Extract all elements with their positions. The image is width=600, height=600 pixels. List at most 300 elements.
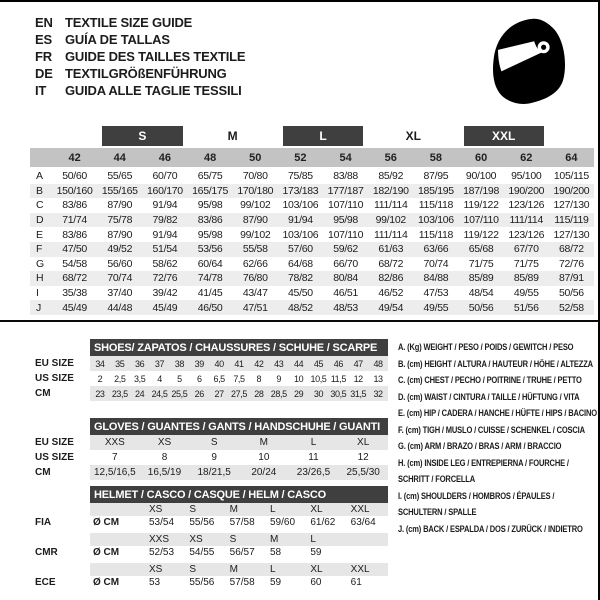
size-cell: 49/55: [423, 301, 449, 314]
helmet-cell: L: [269, 504, 276, 515]
helmet-icon: [486, 12, 572, 110]
shoes-cell: 36: [135, 358, 145, 369]
size-cell: 80/84: [333, 272, 358, 285]
column-header: 52: [294, 151, 307, 164]
size-cell: 65/68: [468, 243, 494, 256]
size-cell: 87/90: [242, 214, 268, 227]
size-cell: 123/126: [508, 228, 545, 241]
standard-label: FIA: [35, 517, 52, 528]
row-letter: J: [36, 301, 42, 314]
size-cell: 60/64: [197, 257, 223, 270]
size-cell: 43/47: [242, 287, 268, 300]
size-cell: 55/58: [242, 243, 268, 256]
helmet-grid: [90, 503, 388, 516]
size-cell: 72/76: [152, 272, 178, 285]
size-row-d: [30, 213, 594, 228]
helmet-cell: M: [229, 504, 238, 515]
helmet-grid: [90, 576, 388, 589]
size-cell: 85/89: [513, 272, 539, 285]
language-title: GUÍA DE TALLAS: [65, 32, 170, 47]
size-cell: 119/122: [463, 228, 499, 241]
size-cell: 46/50: [197, 301, 223, 314]
shoes-cell: 30,5: [330, 388, 347, 399]
size-cell: 54/58: [62, 257, 87, 270]
legend-item: D. (cm) WAIST / CINTURA / TAILLE / HÜFTUNG / VITA: [398, 391, 580, 402]
size-cell: 53/56: [197, 243, 223, 256]
shoes-cell: 11,5: [330, 373, 346, 384]
language-row: [35, 48, 245, 65]
size-cell: 68/72: [62, 272, 87, 285]
size-cell: 95/98: [333, 214, 358, 227]
language-title-list: [35, 14, 245, 99]
size-cell: 182/190: [372, 184, 409, 197]
column-header-row: [30, 148, 594, 167]
shoes-cell: 35: [115, 358, 125, 369]
size-cell: 57/60: [288, 243, 313, 256]
helmet-cell: XS: [149, 504, 163, 515]
gloves-row: [0, 450, 392, 465]
section-divider: [0, 320, 600, 322]
helmet-cell: 59: [269, 577, 282, 588]
gloves-cell: XS: [157, 437, 172, 448]
helmet-grid: [90, 516, 388, 529]
shoes-cell: 26: [194, 388, 204, 399]
size-cell: 75/85: [288, 170, 313, 183]
size-cell: 49/54: [378, 301, 404, 314]
legend-item: E. (cm) HIP / CADERA / HANCHE / HÜFTE / HIPS / BACINO: [398, 408, 597, 418]
row-letter: I: [36, 287, 39, 300]
size-cell: 111/114: [509, 214, 543, 227]
language-code: IT: [35, 83, 47, 98]
size-cell: 68/72: [559, 243, 584, 256]
helmet-cell: S: [189, 504, 196, 515]
row-label: EU SIZE: [35, 358, 74, 369]
size-cell: 65/75: [197, 170, 223, 183]
shoes-cell: 27: [214, 388, 224, 399]
size-cell: 105/115: [553, 170, 589, 183]
helmet-grid: [90, 533, 388, 546]
shoes-cell: 28,5: [270, 388, 287, 399]
row-letter: F: [36, 243, 43, 256]
helmet-cell: 61: [350, 577, 362, 588]
legend-item: F. (cm) TIGH / MUSLO / CUISSE / SCHENKEL / COSCIA: [398, 424, 585, 435]
size-cell: 115/118: [418, 199, 454, 212]
helmet-grid: [90, 563, 388, 576]
shoes-cell: 24: [135, 388, 145, 399]
helmet-cell: S: [189, 564, 196, 575]
size-cell: 45/50: [288, 287, 313, 300]
size-cell: 91/94: [152, 199, 178, 212]
language-title: TEXTILE SIZE GUIDE: [65, 15, 193, 30]
shoes-cell: 46: [333, 358, 343, 369]
helmet-cell: 53/54: [149, 517, 175, 528]
helmet-row: [0, 503, 392, 516]
size-cell: 95/98: [197, 228, 223, 241]
language-code: ES: [35, 32, 52, 47]
size-cell: 35/38: [62, 287, 87, 300]
size-cell: 68/72: [378, 257, 404, 270]
legend-item: G. (cm) ARM / BRAZO / BRAS / ARM / BRACCIO: [398, 441, 562, 451]
size-cell: 82/86: [378, 272, 404, 285]
language-code: DE: [35, 66, 53, 81]
size-cell: 70/74: [107, 272, 133, 285]
size-cell: 123/126: [508, 199, 545, 212]
shoes-cell: 27,5: [231, 388, 247, 399]
size-cell: 41/45: [197, 287, 223, 300]
shoes-cell: 3,5: [134, 373, 146, 384]
shoes-cell: 38: [174, 358, 184, 369]
gloves-cell: 10: [258, 452, 270, 463]
size-cell: 119/122: [463, 199, 499, 212]
textile-size-table: [30, 126, 594, 315]
size-cell: 115/118: [418, 228, 454, 241]
row-letter: A: [36, 170, 44, 183]
size-cell: 103/106: [417, 214, 454, 227]
shoes-cell: 29: [293, 388, 304, 399]
size-cell: 74/78: [197, 272, 223, 285]
column-header: 54: [339, 151, 352, 164]
size-cell: 190/200: [508, 184, 545, 197]
size-cell: 160/170: [146, 184, 183, 197]
size-cell: 49/52: [107, 243, 133, 256]
size-cell: 45/49: [152, 301, 178, 314]
size-cell: 46/52: [378, 287, 404, 300]
gloves-cell: 12: [357, 452, 369, 463]
helmet-cell: Ø CM: [93, 577, 120, 588]
row-letter: B: [36, 184, 44, 197]
size-cell: 37/40: [107, 287, 133, 300]
helmet-row: [0, 563, 392, 576]
gloves-cell: 18/21,5: [197, 467, 231, 478]
size-cell: 103/106: [282, 199, 319, 212]
size-cell: 62/66: [242, 257, 268, 270]
shoes-cell: 2: [97, 373, 103, 384]
size-cell: 78/82: [288, 272, 313, 285]
size-cell: 177/187: [327, 184, 364, 197]
row-label: CM: [35, 388, 51, 399]
shoes-cell: 41: [234, 358, 244, 369]
size-cell: 50/56: [559, 287, 584, 300]
helmet-cell: 52/53: [149, 547, 175, 558]
size-cell: 107/110: [328, 199, 364, 212]
size-row-e: [30, 227, 594, 242]
size-cell: 150/160: [56, 184, 93, 197]
legend-item: A. (Kg) WEIGHT / PESO / POIDS / GEWITCH / PESO: [398, 342, 574, 352]
legend-item: B. (cm) HEIGHT / ALTURA / HAUTEUR / HÖHE / ALTEZZA: [398, 358, 593, 369]
helmet-size-table: [0, 486, 392, 589]
size-cell: 87/91: [559, 272, 584, 285]
size-cell: 50/60: [62, 170, 87, 183]
helmet-cell: Ø CM: [93, 547, 120, 558]
helmet-cell: M: [229, 564, 238, 575]
gloves-grid: [90, 450, 388, 465]
size-cell: 55/65: [107, 170, 133, 183]
shoes-cell: 2,5: [114, 373, 126, 384]
helmet-cell: 57/58: [229, 577, 255, 588]
group-header-empty: [30, 126, 97, 146]
size-cell: 95/100: [511, 170, 542, 183]
helmet-cell: XS: [189, 534, 203, 545]
row-label: US SIZE: [35, 373, 74, 384]
row-letter: C: [36, 199, 44, 212]
helmet-cell: S: [229, 534, 237, 545]
helmet-cell: M: [269, 534, 279, 545]
shoes-cell: 24,5: [151, 388, 168, 399]
group-header-empty: [549, 126, 594, 146]
legend-item: J. (cm) BACK / ESPALDA / DOS / ZURÜCK / INDIETRO: [398, 523, 583, 534]
shoes-cell: 4: [157, 373, 162, 384]
size-cell: 71/75: [513, 257, 539, 270]
helmet-cell: XXS: [149, 534, 170, 545]
size-cell: 44/48: [107, 301, 133, 314]
gloves-cell: L: [310, 437, 317, 448]
size-cell: 45/49: [62, 301, 87, 314]
gloves-cell: M: [259, 437, 268, 448]
size-cell: 76/80: [242, 272, 268, 285]
size-cell: 71/75: [468, 257, 494, 270]
size-cell: 91/94: [288, 214, 313, 227]
size-cell: 165/175: [192, 184, 228, 197]
gloves-cell: 20/24: [251, 467, 277, 478]
column-header: 50: [249, 151, 262, 164]
gloves-cell: XXS: [104, 437, 125, 448]
gloves-cell: XL: [357, 437, 370, 448]
shoes-cell: 12: [353, 373, 363, 384]
gloves-row: [0, 465, 392, 480]
row-letter: G: [36, 257, 45, 270]
language-row: [35, 65, 245, 82]
size-cell: 87/90: [107, 199, 133, 212]
language-code: FR: [35, 49, 52, 64]
shoes-title-bar: SHOES/ ZAPATOS / CHAUSSURES / SCHUHE / SCARPE: [90, 339, 388, 356]
shoes-row: [0, 371, 392, 386]
column-header: 62: [520, 151, 533, 164]
column-header: 60: [474, 151, 488, 164]
legend-item: H. (cm) INSIDE LEG / ENTREPIERNA / FOURCHE / SCHRITT / FORCELLA: [398, 457, 569, 484]
column-header: 46: [158, 151, 172, 164]
gloves-cell: 12,5/16,5: [93, 467, 136, 478]
helmet-cell: Ø CM: [93, 517, 120, 528]
group-header-xl: XL: [405, 129, 421, 143]
size-cell: 72/76: [559, 257, 584, 270]
size-cell: 59/62: [333, 243, 358, 256]
shoes-size-table: [0, 339, 392, 401]
size-cell: 52/58: [559, 301, 584, 314]
helmet-cell: 61/62: [310, 517, 336, 528]
size-row-j: [30, 300, 594, 315]
size-cell: 51/54: [152, 243, 178, 256]
shoes-cell: 10: [293, 373, 304, 384]
gloves-grid: [90, 435, 388, 450]
size-cell: 83/86: [197, 214, 223, 227]
row-letter: D: [36, 214, 44, 227]
group-header-xxl: XXL: [464, 126, 544, 146]
helmet-cell: 55/56: [189, 517, 215, 528]
shoes-cell: 10,5: [310, 373, 327, 384]
size-cell: 70/74: [423, 257, 449, 270]
size-cell: 63/66: [423, 243, 449, 256]
gloves-cell: 7: [112, 452, 118, 463]
size-cell: 84/88: [423, 272, 449, 285]
gloves-title-bar: GLOVES / GUANTES / GANTS / HANDSCHUHE / GUANTI: [90, 418, 388, 435]
accessory-tables: [0, 339, 392, 589]
column-header: 44: [113, 151, 126, 164]
size-cell: 90/100: [465, 170, 497, 183]
helmet-cell: 59/60: [269, 517, 296, 528]
row-label: CM: [35, 467, 51, 478]
size-row-f: [30, 242, 594, 257]
size-cell: 99/102: [240, 228, 271, 241]
size-cell: 127/130: [553, 228, 590, 241]
language-title: TEXTILGRÖßENFÜHRUNG: [65, 66, 227, 81]
gloves-cell: 23/26,5: [296, 467, 331, 478]
helmet-cell: 55/56: [189, 577, 215, 588]
size-cell: 51/56: [513, 301, 539, 314]
size-cell: 83/86: [62, 228, 87, 241]
shoes-cell: 23,5: [111, 388, 128, 399]
size-row-h: [30, 271, 594, 286]
language-code: EN: [35, 15, 53, 30]
column-header: 42: [68, 151, 81, 164]
shoes-cell: 48: [373, 358, 383, 369]
size-cell: 95/98: [197, 199, 223, 212]
size-cell: 46/51: [333, 287, 358, 300]
shoes-cell: 13: [373, 373, 383, 384]
size-cell: 48/53: [333, 301, 358, 314]
shoes-row: [0, 386, 392, 401]
size-cell: 87/95: [423, 170, 449, 183]
gloves-cell: 16,5/19: [147, 467, 182, 478]
size-cell: 58/62: [152, 257, 178, 270]
shoes-row: [0, 356, 392, 371]
size-cell: 66/70: [333, 257, 358, 270]
helmet-cell: XS: [149, 564, 163, 575]
size-cell: 83/86: [62, 199, 87, 212]
standard-label: CMR: [35, 547, 58, 558]
row-letter: H: [36, 272, 44, 285]
size-cell: 67/70: [513, 243, 539, 256]
group-header-s: S: [102, 126, 182, 146]
group-header-l: L: [283, 126, 363, 146]
size-cell: 173/183: [282, 184, 319, 197]
shoes-cell: 6: [196, 373, 202, 384]
shoes-cell: 30: [313, 388, 324, 399]
helmet-cell: 54/55: [189, 547, 215, 558]
size-group-header-row: [30, 126, 594, 146]
helmet-row: [0, 516, 392, 529]
helmet-cell: XL: [310, 564, 323, 575]
shoes-cell: 9: [276, 373, 282, 384]
size-cell: 190/200: [553, 184, 590, 197]
helmet-row: [0, 546, 392, 559]
gloves-cell: 9: [211, 452, 217, 463]
size-cell: 61/63: [378, 243, 404, 256]
helmet-title-bar: HELMET / CASCO / CASQUE / HELM / CASCO: [90, 486, 388, 503]
language-row: [35, 82, 245, 99]
size-row-b: [30, 184, 594, 199]
size-cell: 75/78: [107, 214, 133, 227]
shoes-cell: 47: [353, 358, 363, 369]
size-cell: 91/94: [152, 228, 178, 241]
size-cell: 187/198: [463, 184, 499, 197]
shoes-cell: 39: [194, 358, 204, 369]
shoes-cell: 25,5: [171, 388, 188, 399]
helmet-cell: XL: [310, 504, 323, 515]
size-row-g: [30, 257, 594, 272]
shoes-cell: 37: [154, 358, 165, 369]
size-cell: 83/88: [333, 170, 358, 183]
shoes-cell: 42: [254, 358, 264, 369]
legend-item: C. (cm) CHEST / PECHO / POITRINE / TRUHE / PETTO: [398, 375, 582, 385]
column-header: 58: [429, 151, 443, 164]
helmet-cell: L: [269, 564, 276, 575]
shoes-cell: 44: [293, 358, 304, 369]
size-row-a: [30, 169, 594, 184]
shoes-cell: 23: [95, 388, 105, 399]
helmet-cell: L: [310, 534, 316, 545]
shoes-cell: 32: [373, 388, 383, 399]
helmet-cell: 57/58: [229, 517, 255, 528]
gloves-size-table: [0, 418, 392, 480]
measurement-legend: [398, 339, 600, 537]
size-cell: 85/92: [378, 170, 404, 183]
shoes-grid: [90, 386, 388, 401]
shoes-cell: 40: [214, 358, 224, 369]
helmet-grid: [90, 546, 388, 559]
size-row-i: [30, 286, 594, 301]
shoes-cell: 31,5: [350, 388, 367, 399]
standard-label: ECE: [35, 577, 56, 588]
size-cell: 107/110: [463, 214, 499, 227]
size-cell: 99/102: [375, 214, 406, 227]
shoes-cell: 45: [313, 358, 324, 369]
shoes-cell: 28: [254, 388, 264, 399]
shoes-cell: 5: [177, 373, 182, 384]
helmet-row: [0, 533, 392, 546]
size-cell: 87/90: [107, 228, 133, 241]
helmet-cell: 60: [310, 577, 322, 588]
size-cell: 111/114: [373, 199, 408, 212]
size-cell: 71/74: [62, 214, 87, 227]
size-cell: 49/55: [513, 287, 539, 300]
shoes-cell: 8: [256, 373, 262, 384]
size-cell: 79/82: [152, 214, 178, 227]
helmet-cell: 53: [149, 577, 161, 588]
shoes-cell: 34: [95, 358, 105, 369]
size-cell: 47/50: [62, 243, 87, 256]
helmet-row: [0, 576, 392, 589]
size-cell: 50/56: [468, 301, 494, 314]
size-row-c: [30, 198, 594, 213]
column-header: 56: [384, 151, 397, 164]
size-cell: 127/130: [553, 199, 590, 212]
helmet-cell: 58: [269, 547, 282, 558]
size-cell: 107/110: [328, 228, 364, 241]
helmet-cell: 59: [310, 547, 322, 558]
size-cell: 103/106: [282, 228, 319, 241]
helmet-cell: 63/64: [350, 517, 376, 528]
row-label: US SIZE: [35, 452, 74, 463]
size-cell: 185/195: [417, 184, 454, 197]
gloves-row: [0, 435, 392, 450]
shoes-cell: 6,5: [213, 373, 225, 384]
size-cell: 56/60: [107, 257, 133, 270]
size-cell: 47/51: [242, 301, 268, 314]
size-cell: 39/42: [152, 287, 178, 300]
language-title: GUIDE DES TAILLES TEXTILE: [65, 49, 246, 64]
size-cell: 99/102: [240, 199, 271, 212]
size-cell: 70/80: [242, 170, 268, 183]
